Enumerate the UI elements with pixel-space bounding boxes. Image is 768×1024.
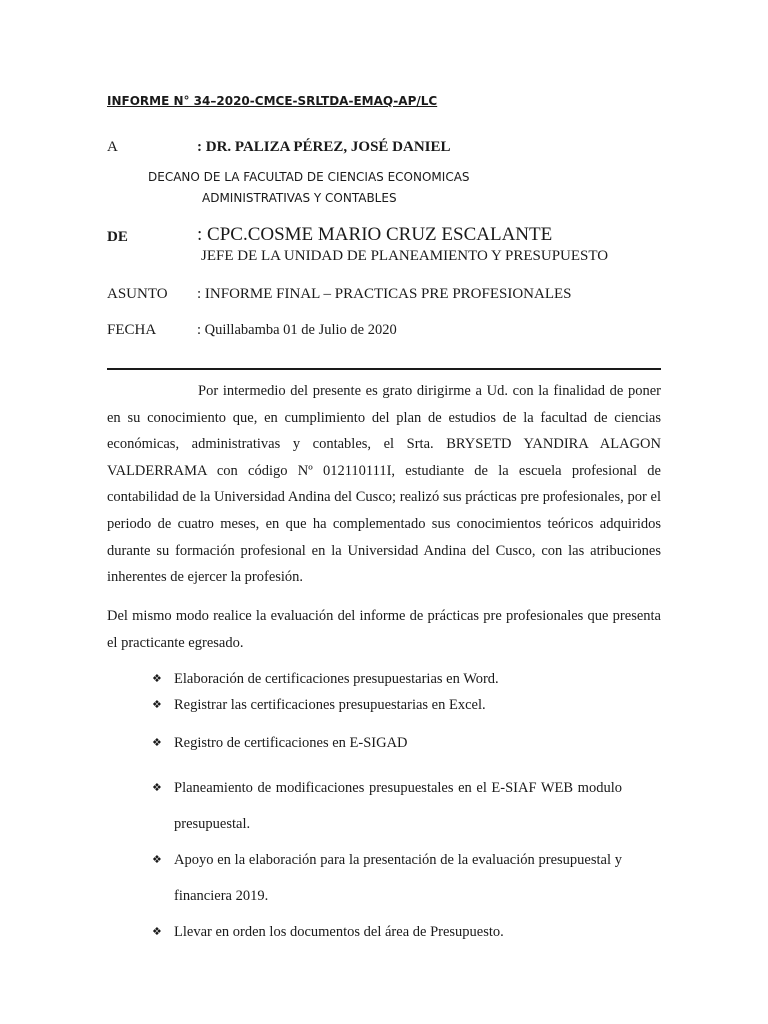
subject-label: ASUNTO bbox=[107, 286, 168, 302]
list-item bbox=[152, 733, 622, 753]
diamond-bullet-icon: ❖ bbox=[152, 853, 162, 866]
diamond-bullet-icon: ❖ bbox=[152, 781, 162, 794]
body-paragraph-2: Del mismo modo realice la evaluación del informe de prácticas pre profesionales que presenta el practicante egresado. bbox=[107, 608, 661, 651]
list-item-text: Planeamiento de modificaciones presupuestales en el E-SIAF WEB modulo presupuestal. bbox=[174, 780, 622, 832]
body-paragraph-1: Por intermedio del presente es grato dirigirme a Ud. con la finalidad de poner en su conocimiento que, en cumplimiento del plan de estudios de la facultad de ciencias económicas, administrativas y contables, el Srta. BRYSETD YANDIRA ALAGON VALDERRAMA con código Nº 012110111I, estudiante de la escuela profesional de contabilidad de la Universidad Andina del Cusco; realizó sus prácticas pre profesionales, por el periodo de cuatro meses, en que ha complementado sus conocimientos teóricos adquiridos durante su formación profesional en la Universidad Andina del Cusco, con las atribuciones inherentes de ejercer la profesión. bbox=[107, 383, 661, 586]
diamond-bullet-icon: ❖ bbox=[152, 736, 162, 749]
separator-line bbox=[107, 368, 661, 370]
list-item bbox=[152, 695, 622, 715]
list-item bbox=[152, 669, 622, 689]
subject-value: : INFORME FINAL – PRACTICAS PRE PROFESIONALES bbox=[197, 286, 572, 302]
list-item-text: Registrar las certificaciones presupuestarias en Excel. bbox=[174, 697, 486, 713]
diamond-bullet-icon: ❖ bbox=[152, 925, 162, 938]
from-name: : CPC.COSME MARIO CRUZ ESCALANTE bbox=[197, 224, 553, 245]
list-item-text: Apoyo en la elaboración para la presentación de la evaluación presupuestal y financiera 2019. bbox=[174, 852, 622, 904]
list-item bbox=[152, 842, 622, 914]
diamond-bullet-icon: ❖ bbox=[152, 672, 162, 685]
list-item bbox=[152, 914, 622, 950]
activities-list bbox=[152, 669, 622, 950]
to-position-line-2: ADMINISTRATIVAS Y CONTABLES bbox=[202, 191, 397, 205]
memo-title: INFORME N° 34–2020-CMCE-SRLTDA-EMAQ-AP/LC bbox=[107, 94, 438, 108]
from-label: DE bbox=[107, 229, 128, 245]
to-label: A bbox=[107, 139, 118, 155]
from-position: JEFE DE LA UNIDAD DE PLANEAMIENTO Y PRESUPUESTO bbox=[201, 248, 609, 264]
date-label: FECHA bbox=[107, 322, 157, 338]
list-item bbox=[152, 770, 622, 842]
to-position-line-1: DECANO DE LA FACULTAD DE CIENCIAS ECONOMICAS bbox=[148, 170, 470, 184]
list-item-text: Elaboración de certificaciones presupuestarias en Word. bbox=[174, 671, 499, 687]
to-name: : DR. PALIZA PÉREZ, JOSÉ DANIEL bbox=[197, 139, 451, 155]
list-item-text: Llevar en orden los documentos del área de Presupuesto. bbox=[174, 924, 504, 940]
diamond-bullet-icon: ❖ bbox=[152, 698, 162, 711]
date-value: : Quillabamba 01 de Julio de 2020 bbox=[197, 322, 397, 338]
list-item-text: Registro de certificaciones en E-SIGAD bbox=[174, 735, 408, 751]
